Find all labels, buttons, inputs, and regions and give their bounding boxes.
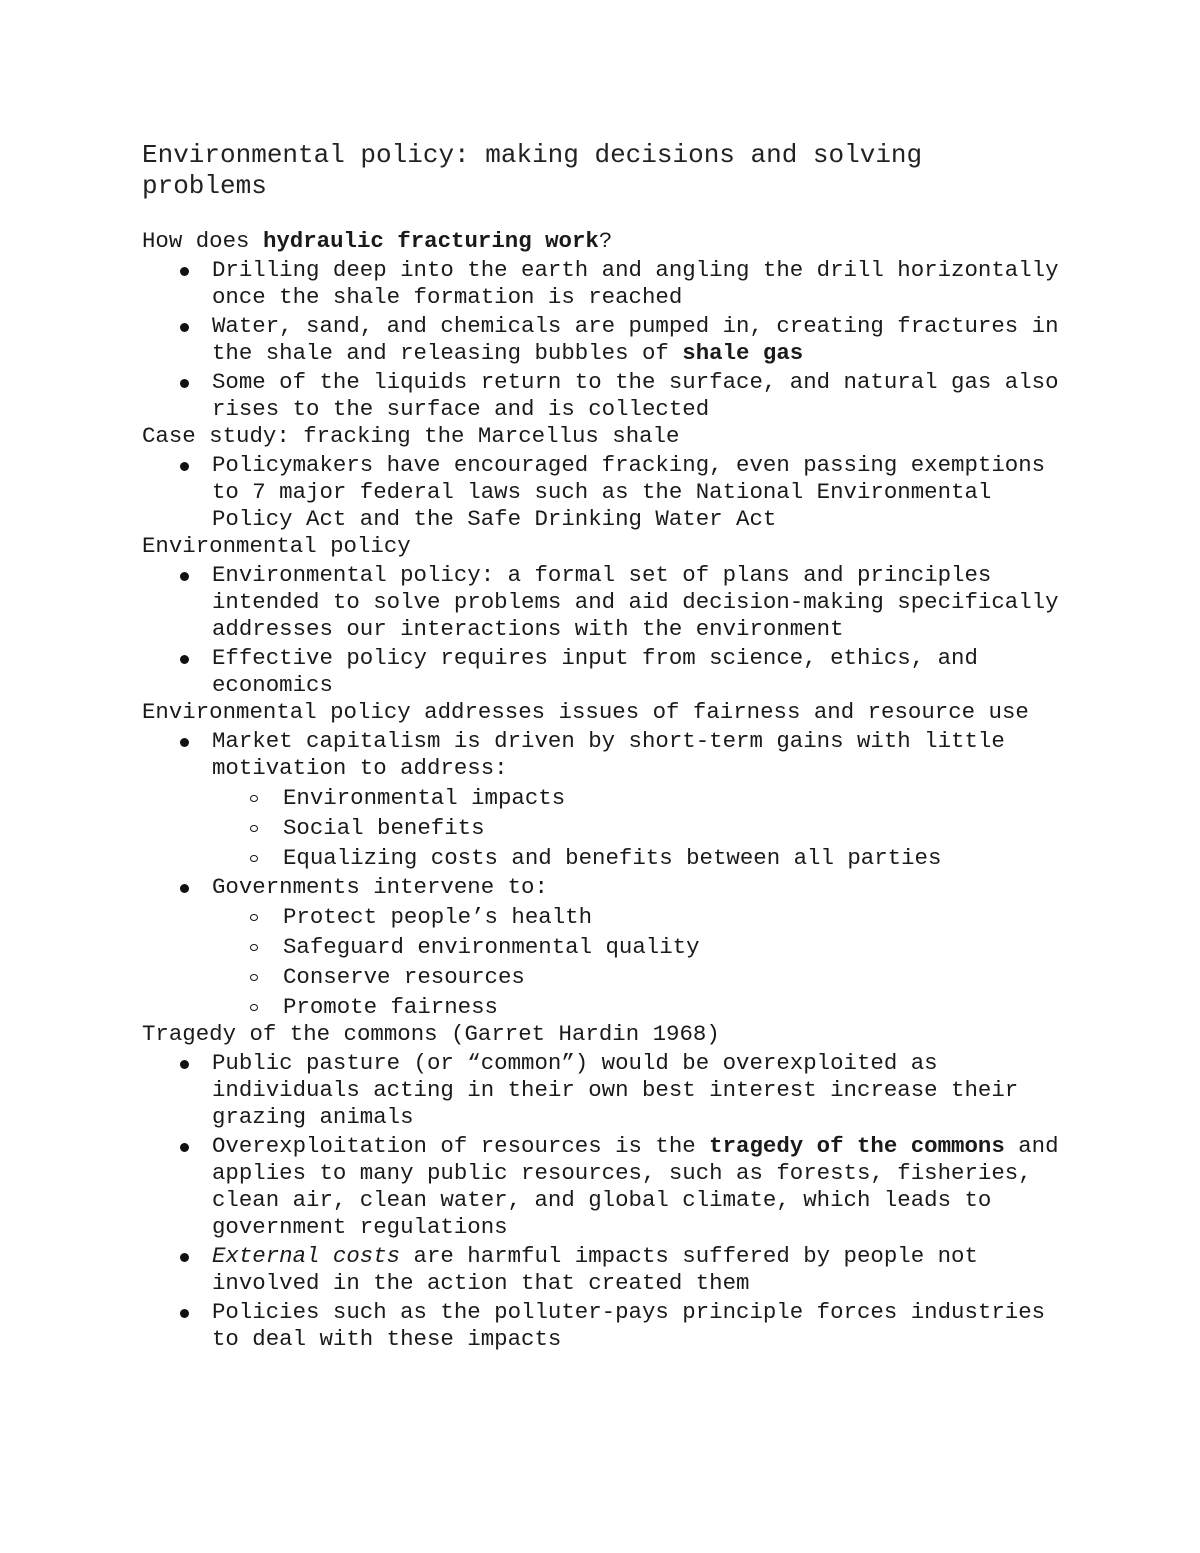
sub-bullet-list xyxy=(212,904,1062,1021)
list-item: Some of the liquids return to the surface, and natural gas also rises to the surface and is collected xyxy=(142,369,1062,423)
bullet-icon xyxy=(180,655,189,664)
sub-list-item: Safeguard environmental quality xyxy=(212,934,1062,961)
section-heading-case-study: Case study: fracking the Marcellus shale xyxy=(142,423,680,449)
bullet-icon xyxy=(180,323,189,332)
bullet-icon xyxy=(180,1309,189,1318)
list-item: Policies such as the polluter-pays principle forces industries to deal with these impacts xyxy=(142,1299,1062,1353)
circle-bullet-icon xyxy=(250,944,258,951)
bullet-icon xyxy=(180,267,189,276)
list-item: Drilling deep into the earth and angling the drill horizontally once the shale formation is reached xyxy=(142,257,1062,311)
list-item: Overexploitation of resources is the tragedy of the commons and applies to many public resources, such as forests, fisheries, clean air, clean water, and global climate, which leads to government regulations xyxy=(142,1133,1062,1241)
bullet-icon xyxy=(180,1060,189,1069)
bullet-icon xyxy=(180,379,189,388)
list-item: Water, sand, and chemicals are pumped in, creating fractures in the shale and releasing bubbles of shale gas xyxy=(142,313,1062,367)
sub-list-item: Conserve resources xyxy=(212,964,1062,991)
circle-bullet-icon xyxy=(250,914,258,921)
bullet-list xyxy=(142,452,1062,533)
section-heading-tragedy-of-commons: Tragedy of the commons (Garret Hardin 1968) xyxy=(142,1021,720,1047)
sub-list-item: Environmental impacts xyxy=(212,785,1062,812)
bullet-icon xyxy=(180,462,189,471)
bullet-icon xyxy=(180,1143,189,1152)
list-item: Effective policy requires input from science, ethics, and economics xyxy=(142,645,1062,699)
circle-bullet-icon xyxy=(250,974,258,981)
bullet-icon xyxy=(180,884,189,893)
sub-list-item: Equalizing costs and benefits between all parties xyxy=(212,845,1062,872)
sub-list-item: Social benefits xyxy=(212,815,1062,842)
circle-bullet-icon xyxy=(250,1004,258,1011)
bullet-list xyxy=(142,562,1062,699)
section-heading-environmental-policy: Environmental policy xyxy=(142,533,411,559)
circle-bullet-icon xyxy=(250,825,258,832)
list-item: Market capitalism is driven by short-term gains with little motivation to address: Environmental impacts Social benefits Equalizing costs and benefits between all parties xyxy=(142,728,1062,872)
sub-bullet-list xyxy=(212,785,1062,872)
italic-term: External costs xyxy=(212,1243,401,1269)
bold-term: tragedy of the commons xyxy=(709,1133,1005,1159)
section-heading-fairness: Environmental policy addresses issues of fairness and resource use xyxy=(142,699,1029,725)
bullet-list xyxy=(142,728,1062,1021)
sub-list-item: Promote fairness xyxy=(212,994,1062,1021)
list-item: Environmental policy: a formal set of plans and principles intended to solve problems and aid decision-making specifically addresses our interactions with the environment xyxy=(142,562,1062,643)
list-item: Governments intervene to: Protect people’s health Safeguard environmental quality Conserve resources Promote fairness xyxy=(142,874,1062,1021)
bullet-list xyxy=(142,257,1062,423)
bold-term: hydraulic fracturing work xyxy=(262,228,599,254)
circle-bullet-icon xyxy=(250,795,258,802)
bold-term: shale gas xyxy=(682,340,804,366)
bullet-list xyxy=(142,1050,1062,1353)
bullet-icon xyxy=(180,738,189,747)
section-heading-hydraulic-fracturing: How does hydraulic fracturing work? xyxy=(142,228,613,254)
page-title: Environmental policy: making decisions and solving problems xyxy=(142,140,923,201)
list-item: Policymakers have encouraged fracking, even passing exemptions to 7 major federal laws such as the National Environmental Policy Act and the Safe Drinking Water Act xyxy=(142,452,1062,533)
list-item: External costs are harmful impacts suffered by people not involved in the action that created them xyxy=(142,1243,1062,1297)
list-item: Public pasture (or “common”) would be overexploited as individuals acting in their own best interest increase their grazing animals xyxy=(142,1050,1062,1131)
document-page xyxy=(142,140,1062,1353)
sub-list-item: Protect people’s health xyxy=(212,904,1062,931)
bullet-icon xyxy=(180,572,189,581)
notes-body xyxy=(142,228,1062,1353)
bullet-icon xyxy=(180,1253,189,1262)
circle-bullet-icon xyxy=(250,855,258,862)
